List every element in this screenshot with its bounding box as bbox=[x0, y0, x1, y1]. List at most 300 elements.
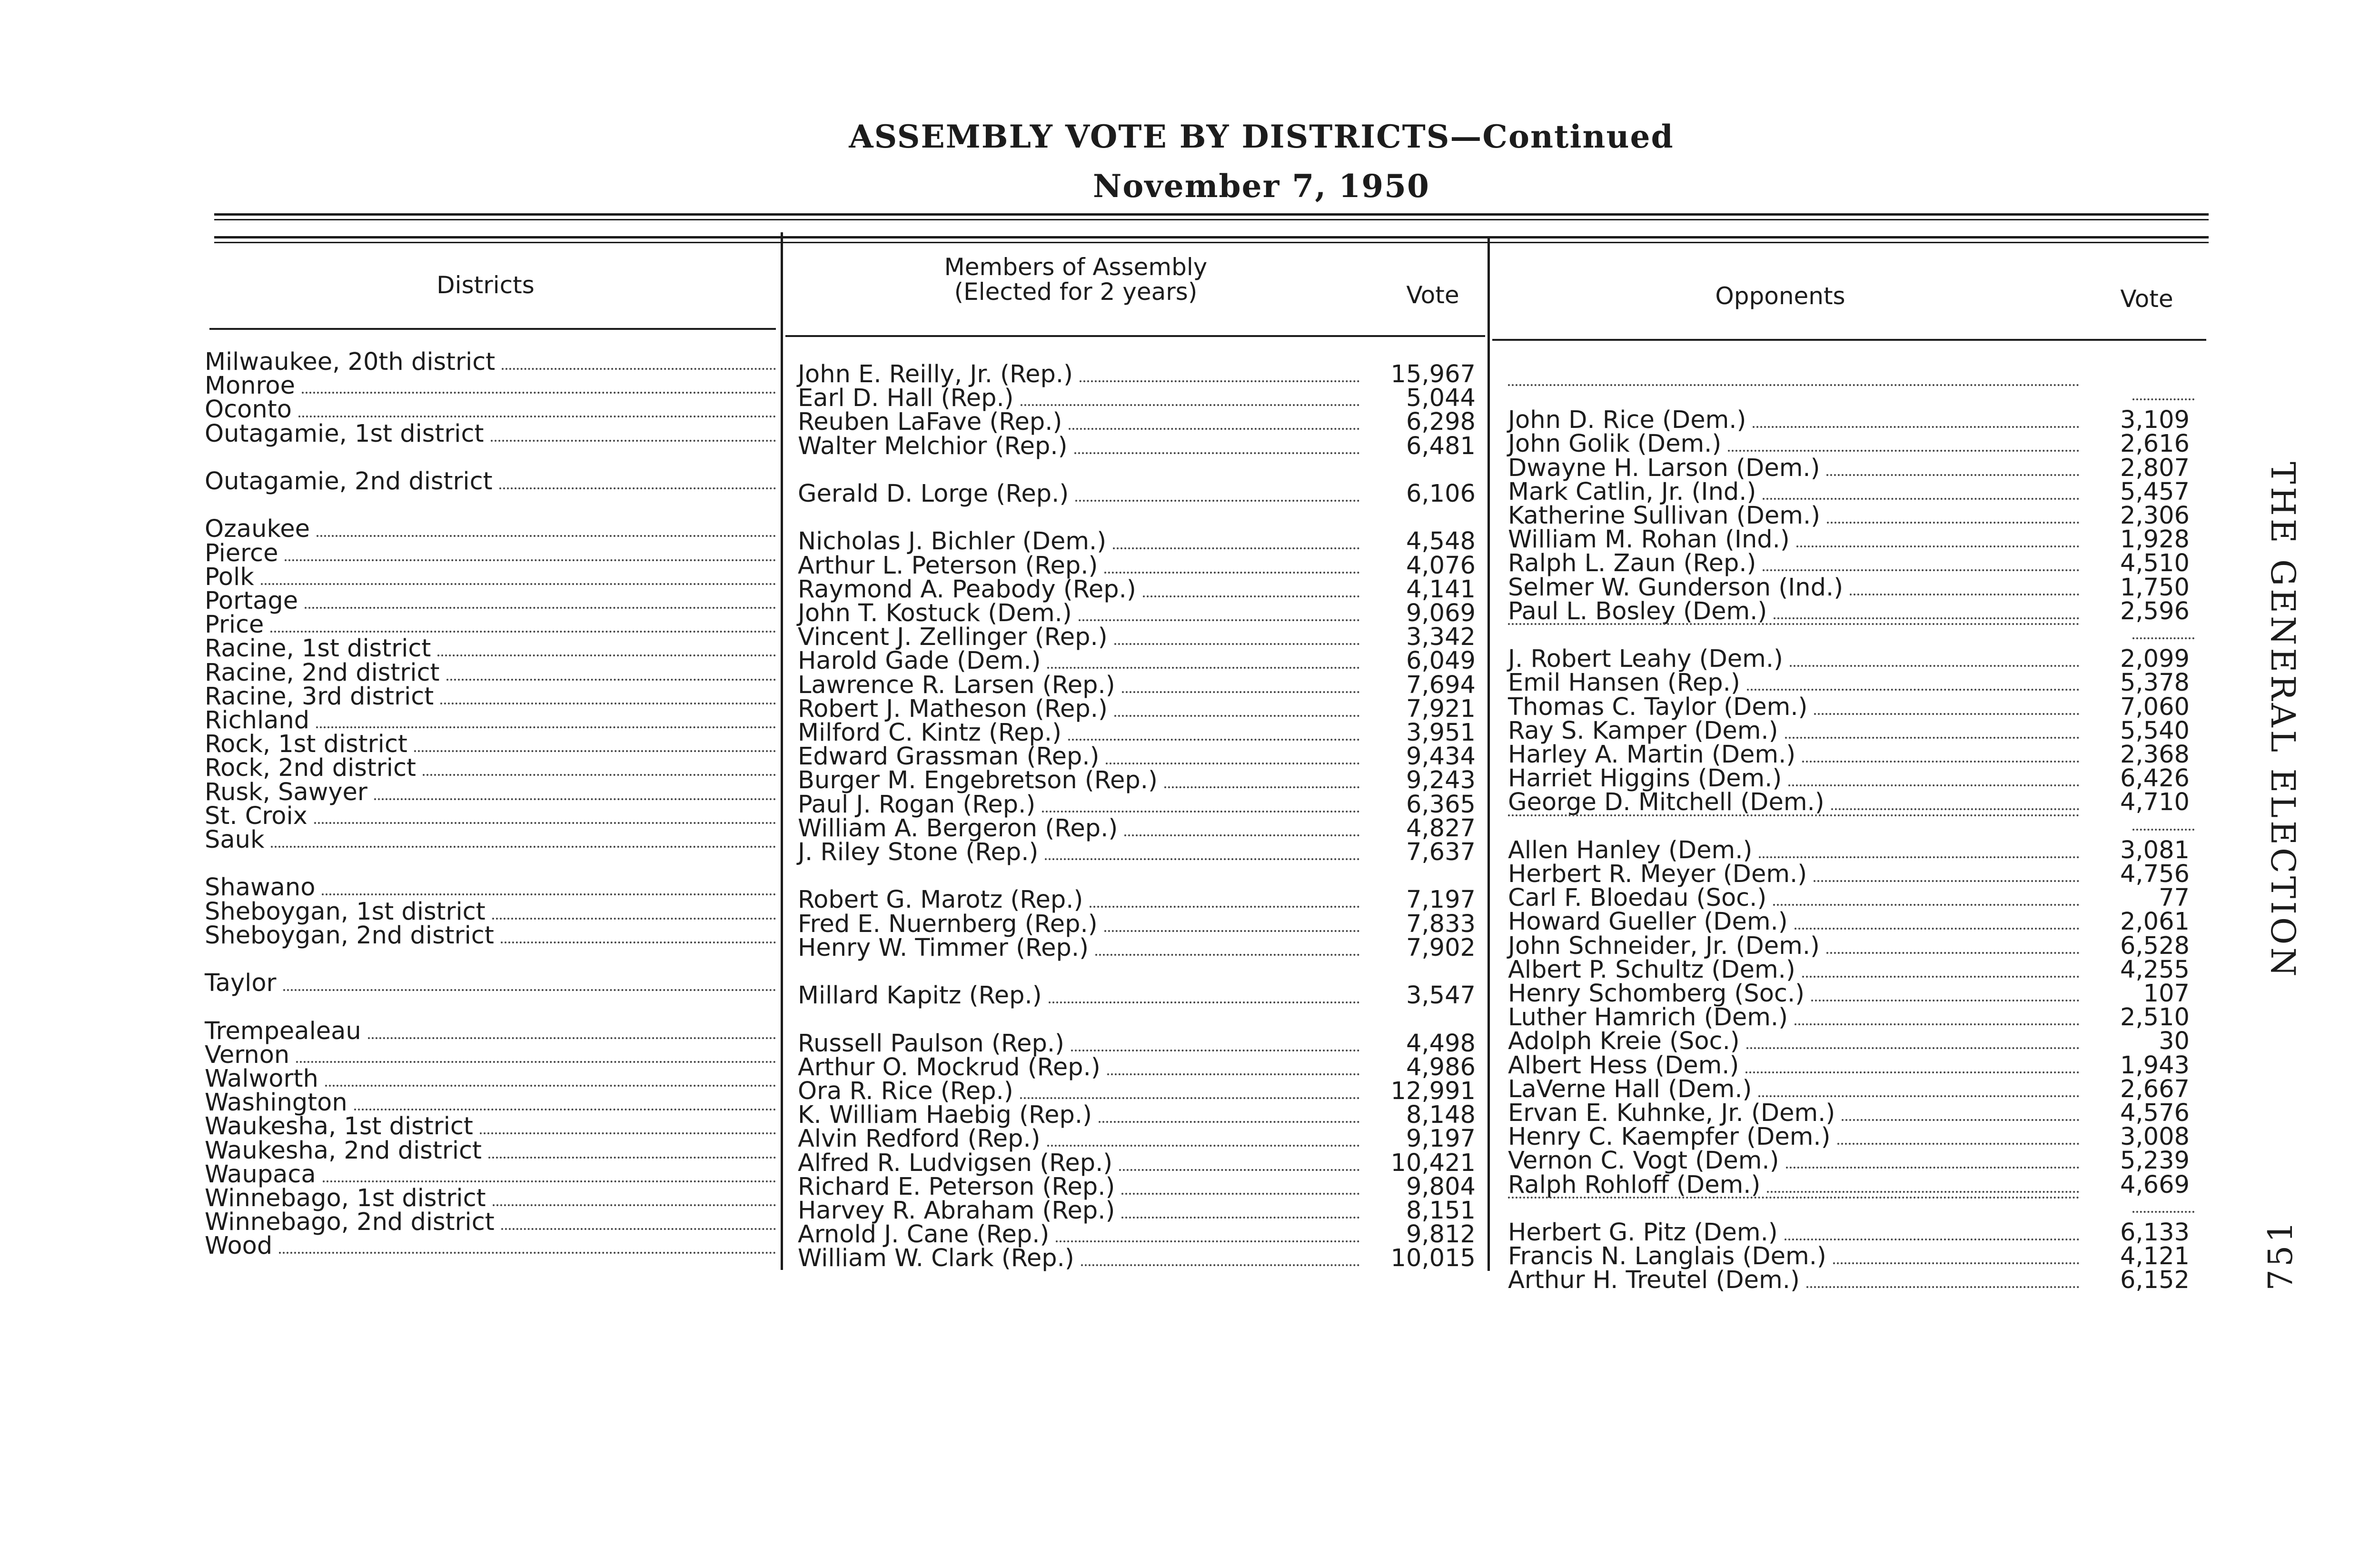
dot-leader bbox=[1122, 691, 1359, 693]
dot-leader bbox=[1099, 1121, 1359, 1123]
district-cell-text: Washington bbox=[205, 1089, 347, 1117]
dot-leader bbox=[1837, 1143, 2079, 1145]
member-vote: 3,951 bbox=[1406, 719, 1476, 747]
district-cell bbox=[205, 541, 776, 567]
opponent-vote: 5,457 bbox=[2120, 477, 2190, 506]
member-cell-text: Arthur L. Peterson (Rep.) bbox=[798, 551, 1098, 580]
dot-leader bbox=[302, 392, 776, 394]
opponent-vote: 6,152 bbox=[2120, 1266, 2190, 1295]
dot-leader bbox=[1826, 952, 2079, 954]
opponent-vote: 1,928 bbox=[2120, 525, 2190, 554]
district-cell bbox=[205, 923, 776, 949]
column-divider-right bbox=[1488, 238, 1490, 1271]
opponent-vote: 4,669 bbox=[2120, 1170, 2190, 1199]
district-cell-text: Trempealeau bbox=[205, 1017, 361, 1045]
opponent-cell-text: Mark Catlin, Jr. (Ind.) bbox=[1508, 477, 1756, 506]
member-vote: 6,106 bbox=[1406, 480, 1476, 508]
dot-leader bbox=[354, 1109, 776, 1110]
opponent-cell-text: Allen Hanley (Dem.) bbox=[1508, 836, 1753, 864]
dot-leader bbox=[491, 440, 776, 442]
member-vote: 7,833 bbox=[1406, 910, 1476, 938]
district-cell bbox=[205, 1234, 776, 1259]
opponent-vote: 5,540 bbox=[2120, 716, 2190, 745]
district-cell-text: Walworth bbox=[205, 1065, 318, 1093]
dot-leader bbox=[1143, 595, 1359, 597]
header-rule-opponents bbox=[1492, 339, 2206, 341]
opponent-cell-text: Harley A. Martin (Dem.) bbox=[1508, 741, 1796, 769]
dot-leader bbox=[1785, 1239, 2079, 1240]
member-cell-text: K. William Haebig (Rep.) bbox=[798, 1101, 1092, 1130]
opponent-vote: 2,807 bbox=[2120, 454, 2190, 482]
dot-leader bbox=[1753, 426, 2079, 428]
dot-leader bbox=[1796, 545, 2079, 547]
member-vote: 3,342 bbox=[1406, 623, 1476, 652]
member-cell-text: Arthur O. Mockrud (Rep.) bbox=[798, 1053, 1101, 1081]
dot-leader bbox=[501, 1228, 776, 1230]
dot-leader bbox=[1124, 834, 1359, 836]
opponent-vote: 2,061 bbox=[2120, 908, 2190, 936]
dot-leader bbox=[317, 535, 776, 537]
opponent-cell-text: John Golik (Dem.) bbox=[1508, 430, 1722, 458]
opponent-cell-text: Katherine Sullivan (Dem.) bbox=[1508, 502, 1821, 530]
dot-leader bbox=[1790, 665, 2079, 667]
opponent-vote: 4,255 bbox=[2120, 955, 2190, 984]
dot-leader bbox=[492, 918, 776, 920]
dot-leader bbox=[423, 774, 776, 776]
opponent-cell-text: Howard Gueller (Dem.) bbox=[1508, 908, 1788, 936]
member-cell-text: Walter Melchior (Rep.) bbox=[798, 432, 1068, 460]
member-cell-text: Fred E. Nuernberg (Rep.) bbox=[798, 910, 1098, 938]
member-cell-text: Arnold J. Cane (Rep.) bbox=[798, 1220, 1050, 1249]
member-vote: 6,365 bbox=[1406, 790, 1476, 819]
district-cell bbox=[205, 517, 776, 543]
member-cell-text: Paul J. Rogan (Rep.) bbox=[798, 790, 1036, 819]
dot-leader bbox=[1508, 384, 2079, 386]
dot-leader bbox=[502, 368, 776, 370]
opponent-cell-text: Emil Hansen (Rep.) bbox=[1508, 669, 1740, 697]
dot-leader bbox=[1042, 811, 1359, 813]
page-subtitle: November 7, 1950 bbox=[1093, 168, 1430, 205]
dot-leader bbox=[1021, 404, 1359, 406]
member-cell bbox=[798, 482, 1359, 507]
member-vote: 9,069 bbox=[1406, 599, 1476, 627]
member-cell-text: Burger M. Engebretson (Rep.) bbox=[798, 766, 1158, 795]
dot-leader bbox=[1104, 572, 1359, 574]
opponent-cell-text: LaVerne Hall (Dem.) bbox=[1508, 1075, 1752, 1103]
district-cell-text: Sheboygan, 2nd district bbox=[205, 921, 494, 950]
dot-leader bbox=[1763, 498, 2079, 500]
opponent-vote: 2,368 bbox=[2120, 741, 2190, 769]
page-number: 751 bbox=[2261, 1219, 2300, 1291]
header-rule-districts bbox=[209, 328, 776, 330]
opponent-vote: 4,710 bbox=[2120, 788, 2190, 817]
opponent-cell-text: Herbert R. Meyer (Dem.) bbox=[1508, 860, 1807, 888]
header-districts: Districts bbox=[436, 271, 535, 299]
member-vote: 9,243 bbox=[1406, 766, 1476, 795]
dot-leader bbox=[1842, 1119, 2079, 1121]
opponent-vote: 4,121 bbox=[2120, 1242, 2190, 1271]
member-vote: 10,421 bbox=[1390, 1149, 1476, 1177]
member-vote: 15,967 bbox=[1390, 360, 1476, 388]
opponent-vote: 4,576 bbox=[2120, 1099, 2190, 1127]
dot-leader bbox=[1104, 930, 1359, 932]
dot-leader bbox=[1020, 1097, 1359, 1099]
dot-leader bbox=[1758, 1095, 2079, 1097]
member-cell-text: John T. Kostuck (Dem.) bbox=[798, 599, 1072, 627]
dot-leader bbox=[1827, 522, 2079, 524]
member-cell-text: Alvin Redford (Rep.) bbox=[798, 1125, 1041, 1153]
top-double-rule-1 bbox=[214, 213, 2209, 216]
district-cell-text: Ozaukee bbox=[205, 515, 310, 544]
opponent-vote: 4,756 bbox=[2120, 860, 2190, 888]
dot-leader bbox=[1508, 1197, 2079, 1199]
dot-leader bbox=[316, 726, 776, 728]
dot-leader bbox=[1826, 474, 2079, 476]
member-vote: 7,921 bbox=[1406, 694, 1476, 723]
opponent-cell-text: Vernon C. Vogt (Dem.) bbox=[1508, 1147, 1779, 1175]
opponent-cell-text: Paul L. Bosley (Dem.) bbox=[1508, 597, 1767, 625]
dot-leader bbox=[480, 1132, 776, 1134]
district-cell-text: Winnebago, 1st district bbox=[205, 1184, 486, 1212]
opponent-cell-text: Dwayne H. Larson (Dem.) bbox=[1508, 454, 1820, 482]
member-vote: 7,197 bbox=[1406, 886, 1476, 914]
opponent-cell-text: Albert P. Schultz (Dem.) bbox=[1508, 955, 1795, 984]
member-cell-text: Robert G. Marotz (Rep.) bbox=[798, 886, 1083, 914]
member-cell bbox=[798, 1246, 1359, 1272]
dot-leader bbox=[283, 989, 776, 991]
dot-leader bbox=[1831, 808, 2079, 810]
dot-leader bbox=[1074, 452, 1359, 454]
district-cell-text: Sheboygan, 1st district bbox=[205, 897, 486, 926]
opponent-vote bbox=[2132, 623, 2194, 639]
opponent-vote: 2,596 bbox=[2120, 597, 2190, 625]
opponent-cell-text: Carl F. Bloedau (Soc.) bbox=[1508, 884, 1767, 912]
opponent-vote bbox=[2132, 1197, 2194, 1213]
header-vote: Vote bbox=[1406, 281, 1459, 309]
dot-leader bbox=[1774, 617, 2079, 619]
dot-leader bbox=[1081, 1264, 1359, 1266]
district-cell bbox=[205, 1210, 776, 1236]
member-cell-text: Russell Paulson (Rep.) bbox=[798, 1029, 1064, 1058]
member-vote: 4,076 bbox=[1406, 551, 1476, 580]
dot-leader bbox=[414, 750, 776, 752]
dot-leader bbox=[1047, 667, 1359, 669]
district-cell-text: Rock, 1st district bbox=[205, 730, 407, 759]
dot-leader bbox=[1069, 428, 1359, 430]
dot-leader bbox=[1080, 380, 1359, 382]
opponent-vote: 6,528 bbox=[2120, 932, 2190, 960]
district-cell-text: Outagamie, 1st district bbox=[205, 419, 484, 448]
opponent-cell bbox=[1508, 1197, 2079, 1204]
dot-leader bbox=[1114, 715, 1359, 717]
dot-leader bbox=[322, 893, 776, 895]
district-cell-text: Racine, 3rd district bbox=[205, 682, 434, 711]
dot-leader bbox=[1767, 1191, 2079, 1193]
member-vote: 9,197 bbox=[1406, 1125, 1476, 1153]
opponent-cell-text: Ray S. Kamper (Dem.) bbox=[1508, 716, 1778, 745]
opponent-vote: 5,378 bbox=[2120, 669, 2190, 697]
dot-leader bbox=[1728, 450, 2079, 452]
opponent-vote: 30 bbox=[2159, 1027, 2190, 1056]
opponent-cell-text: John D. Rice (Dem.) bbox=[1508, 406, 1746, 435]
member-vote: 9,812 bbox=[1406, 1220, 1476, 1249]
district-cell-text: Shawano bbox=[205, 873, 316, 902]
member-cell-text: Milford C. Kintz (Rep.) bbox=[798, 719, 1062, 747]
dot-leader bbox=[1833, 1262, 2079, 1264]
member-cell bbox=[798, 434, 1359, 460]
district-cell-text: Wood bbox=[205, 1232, 273, 1260]
district-cell-text: Vernon bbox=[205, 1041, 290, 1069]
dot-leader bbox=[1113, 547, 1359, 549]
dot-leader bbox=[1795, 1023, 2079, 1025]
district-cell-text: Polk bbox=[205, 563, 254, 591]
running-head: THE GENERAL ELECTION bbox=[2263, 462, 2302, 980]
opponent-cell bbox=[1508, 384, 2079, 392]
member-cell-text: Harvey R. Abraham (Rep.) bbox=[798, 1197, 1115, 1225]
opponent-vote: 3,008 bbox=[2120, 1123, 2190, 1151]
dot-leader bbox=[1759, 856, 2079, 858]
member-cell-text: Gerald D. Lorge (Rep.) bbox=[798, 480, 1069, 508]
opponent-cell bbox=[1508, 599, 2079, 625]
member-cell-text: Ora R. Rice (Rep.) bbox=[798, 1077, 1013, 1105]
dot-leader bbox=[314, 822, 776, 824]
district-cell-text: Milwaukee, 20th district bbox=[205, 348, 496, 376]
dot-leader bbox=[1785, 737, 2080, 739]
member-cell-text: Alfred R. Ludvigsen (Rep.) bbox=[798, 1149, 1113, 1177]
dot-leader bbox=[374, 798, 776, 800]
district-cell-text: Monroe bbox=[205, 372, 295, 400]
member-vote: 5,044 bbox=[1406, 384, 1476, 413]
dot-leader bbox=[440, 703, 776, 704]
header-opponent-vote: Vote bbox=[2120, 285, 2173, 313]
district-cell-text: Winnebago, 2nd district bbox=[205, 1208, 495, 1237]
opponent-vote: 107 bbox=[2143, 980, 2190, 1008]
dot-leader bbox=[1773, 904, 2079, 906]
dot-leader bbox=[1802, 976, 2079, 978]
member-cell-text: Raymond A. Peabody (Rep.) bbox=[798, 575, 1136, 604]
header-members: Members of Assembly (Elected for 2 years) bbox=[944, 253, 1208, 306]
district-cell-text: Oconto bbox=[205, 396, 292, 424]
district-cell bbox=[205, 469, 776, 495]
opponent-cell-text: Ervan E. Kuhnke, Jr. (Dem.) bbox=[1508, 1099, 1835, 1127]
opponent-cell-text: Adolph Kreie (Soc.) bbox=[1508, 1027, 1740, 1056]
opponent-vote: 77 bbox=[2159, 884, 2190, 912]
opponent-vote: 6,133 bbox=[2120, 1219, 2190, 1247]
district-cell-text: Outagamie, 2nd district bbox=[205, 467, 493, 496]
header-opponents: Opponents bbox=[1715, 282, 1845, 310]
opponent-vote: 4,510 bbox=[2120, 549, 2190, 578]
member-cell-text: Richard E. Peterson (Rep.) bbox=[798, 1172, 1115, 1201]
dot-leader bbox=[285, 559, 776, 561]
dot-leader bbox=[1119, 1169, 1359, 1171]
opponent-cell-text: Henry Schomberg (Soc.) bbox=[1508, 980, 1805, 1008]
opponent-cell-text: Harriet Higgins (Dem.) bbox=[1508, 764, 1782, 793]
member-cell-text: Reuben LaFave (Rep.) bbox=[798, 408, 1062, 436]
dot-leader bbox=[1763, 569, 2079, 571]
member-cell bbox=[798, 933, 1359, 962]
opponent-cell-text: Francis N. Langlais (Dem.) bbox=[1508, 1242, 1826, 1271]
dot-leader bbox=[493, 1204, 776, 1206]
dot-leader bbox=[1164, 786, 1359, 788]
opponent-cell-text: Herbert G. Pitz (Dem.) bbox=[1508, 1219, 1778, 1247]
district-cell-text: Sauk bbox=[205, 826, 265, 854]
opponent-vote: 2,510 bbox=[2120, 1003, 2190, 1032]
district-cell-text: Waupaca bbox=[205, 1160, 316, 1189]
member-cell bbox=[798, 983, 1359, 1009]
opponent-vote: 3,109 bbox=[2120, 406, 2190, 435]
dot-leader bbox=[501, 941, 776, 943]
dot-leader bbox=[1786, 1167, 2079, 1169]
member-cell-text: John E. Reilly, Jr. (Rep.) bbox=[798, 360, 1073, 388]
opponent-cell-text: George D. Mitchell (Dem.) bbox=[1508, 788, 1825, 817]
member-cell-text: Earl D. Hall (Rep.) bbox=[798, 384, 1014, 413]
opponent-vote: 1,750 bbox=[2120, 573, 2190, 602]
dot-leader bbox=[325, 1085, 776, 1087]
district-cell bbox=[205, 828, 776, 853]
district-cell-text: St. Croix bbox=[205, 802, 307, 830]
opponent-cell bbox=[1508, 814, 2079, 822]
dot-leader bbox=[437, 654, 776, 656]
dot-leader bbox=[1121, 1217, 1359, 1219]
dot-leader bbox=[1114, 643, 1359, 645]
district-cell bbox=[205, 419, 776, 448]
dot-leader bbox=[1095, 954, 1359, 956]
member-vote: 8,148 bbox=[1406, 1101, 1476, 1130]
member-cell bbox=[798, 840, 1359, 866]
district-cell-text: Portage bbox=[205, 587, 298, 615]
opponent-vote bbox=[2132, 814, 2194, 831]
opponent-cell bbox=[1508, 1170, 2079, 1199]
district-cell-text: Rusk, Sawyer bbox=[205, 778, 367, 806]
dot-leader bbox=[1508, 814, 2079, 816]
dot-leader bbox=[1745, 1071, 2079, 1073]
district-cell-text: Waukesha, 2nd district bbox=[205, 1136, 482, 1165]
member-vote: 12,991 bbox=[1390, 1077, 1476, 1105]
member-cell-text: Robert J. Matheson (Rep.) bbox=[798, 694, 1108, 723]
opponent-vote: 2,306 bbox=[2120, 502, 2190, 530]
dot-leader bbox=[1850, 594, 2079, 595]
opponent-vote: 6,426 bbox=[2120, 764, 2190, 793]
dot-leader bbox=[1068, 739, 1359, 741]
top-double-rule-4 bbox=[214, 242, 2209, 243]
opponent-cell bbox=[1508, 623, 2079, 631]
district-cell-text: Waukesha, 1st district bbox=[205, 1112, 473, 1141]
member-vote: 4,827 bbox=[1406, 814, 1476, 842]
top-double-rule-2 bbox=[214, 219, 2209, 220]
member-vote: 6,481 bbox=[1406, 432, 1476, 460]
dot-leader bbox=[488, 1157, 776, 1159]
member-vote: 9,804 bbox=[1406, 1172, 1476, 1201]
dot-leader bbox=[298, 416, 776, 417]
opponent-cell-text: Arthur H. Treutel (Dem.) bbox=[1508, 1266, 1800, 1295]
member-cell-text: Edward Grassman (Rep.) bbox=[798, 743, 1100, 771]
opponent-vote: 3,081 bbox=[2120, 836, 2190, 864]
member-cell-text: Harold Gade (Dem.) bbox=[798, 647, 1041, 675]
district-cell-text: Taylor bbox=[205, 969, 277, 998]
member-cell-text: Nicholas J. Bichler (Dem.) bbox=[798, 527, 1107, 556]
district-cell bbox=[205, 589, 776, 614]
opponent-cell-text: Henry C. Kaempfer (Dem.) bbox=[1508, 1123, 1831, 1151]
dot-leader bbox=[1121, 1193, 1359, 1195]
district-cell bbox=[205, 804, 776, 830]
opponent-vote: 2,667 bbox=[2120, 1075, 2190, 1103]
district-cell-text: Racine, 2nd district bbox=[205, 658, 440, 687]
member-vote: 6,298 bbox=[1406, 408, 1476, 436]
dot-leader bbox=[1806, 1286, 2079, 1288]
dot-leader bbox=[1811, 1000, 2079, 1001]
opponent-cell-text: Ralph L. Zaun (Rep.) bbox=[1508, 549, 1756, 578]
member-cell-text: Lawrence R. Larsen (Rep.) bbox=[798, 671, 1115, 699]
opponent-cell-text: Thomas C. Taylor (Dem.) bbox=[1508, 693, 1808, 721]
opponent-cell-text: Selmer W. Gunderson (Ind.) bbox=[1508, 573, 1844, 602]
member-vote: 4,986 bbox=[1406, 1053, 1476, 1081]
dot-leader bbox=[261, 583, 776, 585]
dot-leader bbox=[499, 487, 776, 489]
district-cell-text: Price bbox=[205, 611, 264, 639]
opponent-cell-text: Albert Hess (Dem.) bbox=[1508, 1051, 1739, 1080]
opponent-cell bbox=[1508, 790, 2079, 816]
opponent-vote bbox=[2132, 384, 2194, 400]
dot-leader bbox=[1107, 1073, 1359, 1075]
district-cell bbox=[205, 1019, 776, 1045]
member-vote: 10,015 bbox=[1390, 1244, 1476, 1273]
opponent-cell-text: Luther Hamrich (Dem.) bbox=[1508, 1003, 1788, 1032]
opponent-vote: 7,060 bbox=[2120, 693, 2190, 721]
member-cell-text: J. Riley Stone (Rep.) bbox=[798, 838, 1039, 866]
district-cell-text: Richland bbox=[205, 706, 310, 734]
opponent-cell-text: John Schneider, Jr. (Dem.) bbox=[1508, 932, 1820, 960]
dot-leader bbox=[1788, 784, 2079, 786]
dot-leader bbox=[296, 1061, 776, 1063]
dot-leader bbox=[1056, 1240, 1359, 1242]
district-cell-text: Rock, 2nd district bbox=[205, 754, 416, 783]
dot-leader bbox=[1795, 928, 2079, 930]
dot-leader bbox=[271, 846, 776, 848]
member-vote: 6,049 bbox=[1406, 647, 1476, 675]
dot-leader bbox=[1814, 713, 2079, 715]
dot-leader bbox=[1802, 761, 2079, 763]
opponent-cell-text: Ralph Rohloff (Dem.) bbox=[1508, 1170, 1761, 1199]
opponent-cell-text: J. Robert Leahy (Dem.) bbox=[1508, 645, 1783, 674]
header-rule-members bbox=[785, 335, 1485, 337]
dot-leader bbox=[446, 679, 776, 681]
member-vote: 4,548 bbox=[1406, 527, 1476, 556]
member-vote: 4,141 bbox=[1406, 575, 1476, 604]
opponent-vote: 2,099 bbox=[2120, 645, 2190, 674]
dot-leader bbox=[1746, 1047, 2079, 1049]
district-cell-text: Racine, 1st district bbox=[205, 634, 431, 663]
dot-leader bbox=[1071, 1050, 1359, 1051]
member-vote: 8,151 bbox=[1406, 1197, 1476, 1225]
column-divider-left bbox=[781, 232, 783, 1270]
member-vote: 3,547 bbox=[1406, 981, 1476, 1010]
dot-leader bbox=[279, 1252, 776, 1254]
dot-leader bbox=[1045, 858, 1359, 860]
member-cell-text: Henry W. Timmer (Rep.) bbox=[798, 933, 1089, 962]
dot-leader bbox=[1814, 880, 2079, 882]
dot-leader bbox=[1079, 619, 1359, 621]
member-cell-text: Vincent J. Zellinger (Rep.) bbox=[798, 623, 1108, 652]
dot-leader bbox=[1508, 623, 2079, 625]
top-double-rule-3 bbox=[214, 236, 2209, 238]
page-title: ASSEMBLY VOTE BY DISTRICTS—Continued bbox=[849, 118, 1674, 155]
member-cell-text: William W. Clark (Rep.) bbox=[798, 1244, 1074, 1273]
dot-leader bbox=[1747, 689, 2079, 691]
member-vote: 7,902 bbox=[1406, 933, 1476, 962]
dot-leader bbox=[305, 607, 776, 609]
member-vote: 9,434 bbox=[1406, 743, 1476, 771]
opponent-vote: 5,239 bbox=[2120, 1147, 2190, 1175]
